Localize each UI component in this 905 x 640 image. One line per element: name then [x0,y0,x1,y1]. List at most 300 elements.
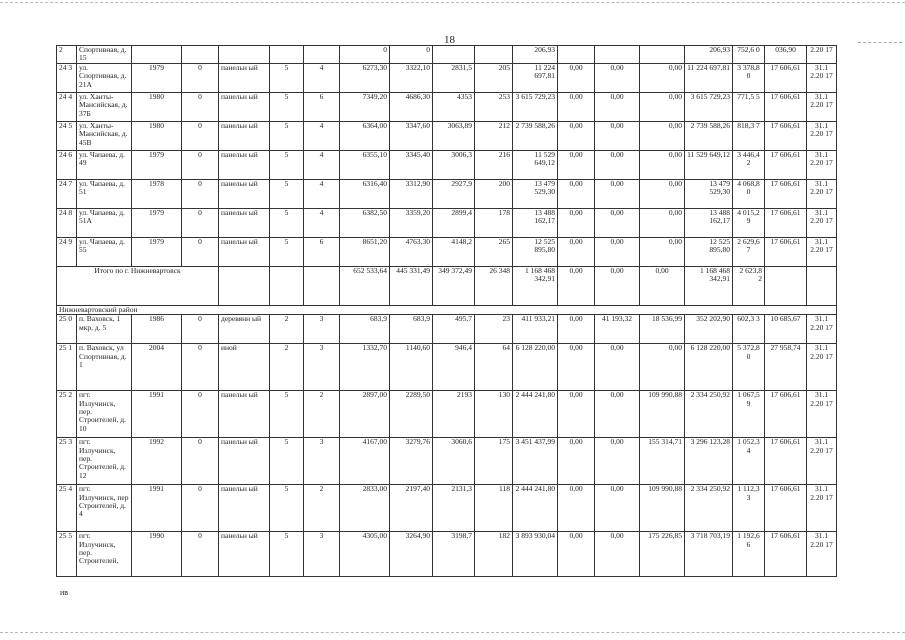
page-number: 18 [444,34,455,46]
cell-year: 1986 [132,315,182,344]
table-row [57,438,837,485]
cell-cost_total: 3 615 729,23 [513,92,558,121]
cell-c16: 17 606,61 [765,237,807,266]
cell-area_total: 2897,00 [340,391,390,438]
cell-entrances: 3 [304,315,340,344]
cell-c3: 0 [182,208,219,237]
cell-area_c8: 2193 [433,391,475,438]
cell-area_c7: 2197,40 [390,485,433,532]
cell-c3 [182,46,219,64]
cell-num: 24 3 [57,63,77,92]
cell-c3: 0 [182,391,219,438]
cell-material: панельн ый [219,237,270,266]
cell-c14: 2 739 588,26 [685,121,733,150]
cell-cost_total: 13 488 162,17 [513,208,558,237]
cell-area_c8: 3060,6 [433,438,475,485]
cell-material: панельн ый [219,485,270,532]
cell-floors: 5 [270,179,304,208]
cell-num: 25 1 [57,344,77,391]
cell-c11: 0,00 [558,344,595,391]
cell-c17: 31.1 2.20 17 [807,150,837,179]
cell-material: панельн ый [219,150,270,179]
cell-num: 2 [57,46,77,64]
cell-c15: 4 015,2 9 [733,208,765,237]
cell-c16: 17 606,61 [765,438,807,485]
section-row [57,305,837,314]
cell-residents: 118 [475,485,513,532]
cell-cost_total: 3 893 930,04 [513,532,558,577]
cell-c16: 17 606,61 [765,150,807,179]
cell-area_c8: 946,4 [433,344,475,391]
cell-c17: 31.1 2.20 17 [807,532,837,577]
totals-row [57,266,837,305]
cell-c17: 31.1 2.20 17 [807,237,837,266]
cell-c15: 1 192,6 6 [733,532,765,577]
cell-material: панельн ый [219,208,270,237]
cell-area_total: 7349,20 [340,92,390,121]
cell-c3: 0 [182,315,219,344]
totals-cell-residents: 26 348 [475,266,513,305]
cell-year: 1978 [132,179,182,208]
cell-residents: 23 [475,315,513,344]
cell-year: 1991 [132,391,182,438]
cell-c13: 0,00 [640,344,685,391]
cell-c15: 3 378,8 0 [733,63,765,92]
cell-year: 1980 [132,92,182,121]
cell-c16: 17 606,61 [765,485,807,532]
cell-area_c7: 2289,50 [390,391,433,438]
cell-c11 [558,46,595,64]
cell-year: 1979 [132,208,182,237]
cell-material [219,46,270,64]
cell-c15: 3 446,4 2 [733,150,765,179]
scan-bottom-edge [0,632,905,633]
cell-area_c7: 3359,20 [390,208,433,237]
cell-address: п. Ваховск, ул Спортивная, д. 1 [77,344,132,391]
cell-entrances: 4 [304,121,340,150]
cell-year: 1992 [132,438,182,485]
section-title: Нижневартовский район [57,305,837,314]
cell-cost_total: 206,93 [513,46,558,64]
cell-c13: 0,00 [640,237,685,266]
cell-cost_total: 3 451 437,99 [513,438,558,485]
cell-cost_total: 11 529 649,12 [513,150,558,179]
cell-floors: 5 [270,438,304,485]
table-row [57,485,837,532]
cell-c14: 3 718 703,19 [685,532,733,577]
cell-address: п. Ваховск, 1 мкр, д. 5 [77,315,132,344]
cell-c11: 0,00 [558,315,595,344]
table-row [57,150,837,179]
cell-cost_total: 2 444 241,80 [513,391,558,438]
cell-c12: 0,00 [595,438,640,485]
cell-residents: 205 [475,63,513,92]
housing-register-table [56,45,837,577]
cell-c16: 17 606,61 [765,208,807,237]
totals-cell-cost_total: 1 168 468 342,91 [513,266,558,305]
cell-c15: 2 629,6 7 [733,237,765,266]
cell-floors: 5 [270,208,304,237]
cell-area_c8: 2927,9 [433,179,475,208]
cell-year: 1979 [132,237,182,266]
cell-c14: 3 615 729,23 [685,92,733,121]
cell-c14: 2 334 250,92 [685,391,733,438]
cell-c11: 0,00 [558,63,595,92]
cell-entrances [304,46,340,64]
cell-c13: 155 314,71 [640,438,685,485]
cell-c11: 0,00 [558,150,595,179]
cell-floors: 5 [270,485,304,532]
cell-area_total: 6355,10 [340,150,390,179]
table-row [57,315,837,344]
cell-entrances: 2 [304,485,340,532]
cell-c3: 0 [182,532,219,577]
cell-area_c7: 3322,10 [390,63,433,92]
cell-entrances: 4 [304,208,340,237]
cell-residents: 182 [475,532,513,577]
cell-cost_total: 11 224 697,81 [513,63,558,92]
cell-entrances: 3 [304,532,340,577]
cell-area_c8: 3198,7 [433,532,475,577]
cell-address: ул. Ханты-Мансийская, д. 37Б [77,92,132,121]
cell-residents: 200 [475,179,513,208]
table-row [57,179,837,208]
cell-material: панельн ый [219,92,270,121]
cell-num: 25 2 [57,391,77,438]
totals-cell-area_c8: 349 372,49 [433,266,475,305]
cell-c16: 10 685,67 [765,315,807,344]
cell-c13: 0,00 [640,63,685,92]
cell-num: 24 5 [57,121,77,150]
cell-c12: 41 193,32 [595,315,640,344]
cell-c17: 31.1 2.20 17 [807,315,837,344]
cell-area_c8 [433,46,475,64]
scan-top-edge [0,2,905,3]
cell-residents: 130 [475,391,513,438]
cell-entrances: 6 [304,92,340,121]
cell-c14: 12 525 895,80 [685,237,733,266]
cell-residents: 253 [475,92,513,121]
cell-c12: 0,00 [595,391,640,438]
cell-c16: 17 606,61 [765,92,807,121]
cell-c14: 206,93 [685,46,733,64]
table-row [57,237,837,266]
cell-c17: 31.1 2.20 17 [807,121,837,150]
cell-c17: 31.1 2.20 17 [807,344,837,391]
cell-residents: 178 [475,208,513,237]
cell-c14: 352 202,90 [685,315,733,344]
cell-area_c8: 4148,2 [433,237,475,266]
cell-num: 24 8 [57,208,77,237]
table-row [57,344,837,391]
cell-entrances: 3 [304,438,340,485]
totals-cell-c15: 2 623,8 2 [733,266,765,305]
cell-c13: 18 536,99 [640,315,685,344]
cell-cost_total: 12 525 895,80 [513,237,558,266]
cell-c3: 0 [182,438,219,485]
cell-area_c7: 3347,60 [390,121,433,150]
cell-floors: 5 [270,63,304,92]
cell-c12: 0,00 [595,485,640,532]
cell-area_total: 683,9 [340,315,390,344]
cell-c13: 109 990,88 [640,485,685,532]
cell-area_total: 6273,30 [340,63,390,92]
cell-c13: 175 226,85 [640,532,685,577]
cell-c15: 4 068,8 0 [733,179,765,208]
cell-floors [270,46,304,64]
cell-c11: 0,00 [558,237,595,266]
cell-area_total: 4305,00 [340,532,390,577]
cell-cost_total: 2 444 241,80 [513,485,558,532]
cell-c17: 31.1 2.20 17 [807,485,837,532]
cell-address: ул. Чапаева, д. 51 [77,179,132,208]
cell-address: пгт. Излучинск, пер. Строителей, д. 12 [77,438,132,485]
cell-area_total: 6316,40 [340,179,390,208]
cell-c12: 0,00 [595,344,640,391]
cell-area_c8: 4353 [433,92,475,121]
cell-c12: 0,00 [595,179,640,208]
cell-cost_total: 2 739 588,26 [513,121,558,150]
cell-area_c8: 3006,3 [433,150,475,179]
cell-c12: 0,00 [595,532,640,577]
cell-residents: 216 [475,150,513,179]
table-row [57,63,837,92]
cell-address: Спортивная, д. 15 [77,46,132,64]
cell-num: 25 4 [57,485,77,532]
cell-area_c7: 3264,90 [390,532,433,577]
cell-num: 25 5 [57,532,77,577]
cell-c17: 31.1 2.20 17 [807,438,837,485]
totals-cell-c13: 0,00 [640,266,685,305]
totals-cell-c12: 0,00 [595,266,640,305]
cell-c14: 13 479 529,30 [685,179,733,208]
cell-c16: 17 606,61 [765,532,807,577]
cell-address: пгт. Излучинск, пер. Строителей, [77,532,132,577]
totals-cell-area_total: 652 533,64 [340,266,390,305]
cell-c16: 17 606,61 [765,63,807,92]
cell-material: панельн ый [219,391,270,438]
cell-c11: 0,00 [558,532,595,577]
cell-c14: 6 128 220,00 [685,344,733,391]
cell-area_total: 8651,20 [340,237,390,266]
totals-cell-c14: 1 168 468 342,91 [685,266,733,305]
empty-cell [270,266,304,305]
totals-cell-area_c7: 445 331,49 [390,266,433,305]
cell-area_c7: 683,9 [390,315,433,344]
table-row [57,208,837,237]
cell-area_total: 6364,00 [340,121,390,150]
cell-c11: 0,00 [558,208,595,237]
cell-year: 2004 [132,344,182,391]
cell-floors: 2 [270,315,304,344]
cell-c15: 5 372,8 0 [733,344,765,391]
cell-c13: 0,00 [640,92,685,121]
cell-c3: 0 [182,344,219,391]
cell-entrances: 6 [304,237,340,266]
cell-entrances: 4 [304,150,340,179]
cell-area_total: 2833,00 [340,485,390,532]
cell-c13: 0,00 [640,150,685,179]
cell-c14: 2 334 250,92 [685,485,733,532]
cell-c3: 0 [182,179,219,208]
cell-c11: 0,00 [558,391,595,438]
cell-address: ул. Чапаева, д. 51А [77,208,132,237]
totals-cell-c17 [807,266,837,305]
empty-cell [219,266,270,305]
table-row [57,92,837,121]
cell-area_c8: 495,7 [433,315,475,344]
cell-material: панельн ый [219,121,270,150]
cell-c16: 036,90 [765,46,807,64]
cell-c15: 1 052,3 4 [733,438,765,485]
cell-address: ул. Чапаева, д. 55 [77,237,132,266]
cell-floors: 5 [270,150,304,179]
cell-address: ул. Ханты-Мансийская, д. 45В [77,121,132,150]
cell-area_c7: 3312,90 [390,179,433,208]
cell-year: 1979 [132,150,182,179]
cell-residents [475,46,513,64]
cell-entrances: 4 [304,179,340,208]
cell-c13: 0,00 [640,121,685,150]
cell-c11: 0,00 [558,92,595,121]
cell-num: 25 0 [57,315,77,344]
cell-c14: 11 224 697,81 [685,63,733,92]
cell-c13: 0,00 [640,208,685,237]
cell-floors: 5 [270,391,304,438]
table-row [57,391,837,438]
empty-cell [304,266,340,305]
cell-c17: 31.1 2.20 17 [807,92,837,121]
cell-address: пгт. Излучинск, пер Строителей, д. 4 [77,485,132,532]
table-row [57,532,837,577]
cell-area_c7: 3279,76 [390,438,433,485]
table-row [57,46,837,64]
cell-c17: 31.1 2.20 17 [807,63,837,92]
cell-c12: 0,00 [595,237,640,266]
cell-year: 1979 [132,63,182,92]
cell-c11: 0,00 [558,485,595,532]
table-row [57,121,837,150]
cell-material: панельн ый [219,179,270,208]
cell-c15: 602,3 3 [733,315,765,344]
cell-entrances: 4 [304,63,340,92]
cell-c12 [595,46,640,64]
cell-area_total: 6382,50 [340,208,390,237]
cell-residents: 175 [475,438,513,485]
cell-residents: 212 [475,121,513,150]
cell-c13 [640,46,685,64]
cell-material: панельн ый [219,438,270,485]
cell-area_c7: 4686,30 [390,92,433,121]
cell-c16: 17 606,61 [765,121,807,150]
cell-floors: 5 [270,532,304,577]
cell-c13: 109 990,88 [640,391,685,438]
cell-floors: 5 [270,92,304,121]
cell-address: ул. Спортивная, д. 21А [77,63,132,92]
cell-c17: 31.1 2.20 17 [807,391,837,438]
cell-c3: 0 [182,237,219,266]
cell-num: 24 4 [57,92,77,121]
cell-residents: 64 [475,344,513,391]
cell-area_c7: 4763,30 [390,237,433,266]
cell-cost_total: 411 933,21 [513,315,558,344]
cell-c12: 0,00 [595,208,640,237]
cell-address: ул. Чапаева, д. 49 [77,150,132,179]
cell-entrances: 3 [304,344,340,391]
cell-c17: 31.1 2.20 17 [807,208,837,237]
cell-year: 1991 [132,485,182,532]
cell-cost_total: 6 128 220,00 [513,344,558,391]
cell-area_c8: 2899,4 [433,208,475,237]
cell-c3: 0 [182,63,219,92]
cell-c14: 3 296 123,28 [685,438,733,485]
cell-c14: 13 488 162,17 [685,208,733,237]
cell-material: панельн ый [219,63,270,92]
cell-material: панельн ый [219,532,270,577]
cell-c11: 0,00 [558,438,595,485]
cell-residents: 265 [475,237,513,266]
cell-year: 1990 [132,532,182,577]
cell-year [132,46,182,64]
cell-area_total: 0 [340,46,390,64]
cell-c16: 27 958,74 [765,344,807,391]
cell-c15: 752,6 0 [733,46,765,64]
cell-material: деревянн ый [219,315,270,344]
cell-c12: 0,00 [595,121,640,150]
cell-area_c8: 2831,5 [433,63,475,92]
cell-area_c7: 0 [390,46,433,64]
cell-c3: 0 [182,92,219,121]
cell-c13: 0,00 [640,179,685,208]
totals-label: Итого по г. Нижневартовск [57,266,219,305]
scan-right-edge-mark [858,42,902,43]
cell-c3: 0 [182,150,219,179]
cell-floors: 5 [270,237,304,266]
cell-num: 24 9 [57,237,77,266]
cell-c12: 0,00 [595,63,640,92]
cell-area_c8: 3063,89 [433,121,475,150]
cell-num: 24 6 [57,150,77,179]
cell-c15: 771,5 5 [733,92,765,121]
cell-c12: 0,00 [595,150,640,179]
cell-area_c7: 1140,60 [390,344,433,391]
cell-area_total: 4167,00 [340,438,390,485]
cell-c11: 0,00 [558,121,595,150]
cell-c3: 0 [182,485,219,532]
cell-num: 25 3 [57,438,77,485]
cell-c16: 17 606,61 [765,179,807,208]
cell-c16: 17 606,61 [765,391,807,438]
cell-c12: 0,00 [595,92,640,121]
cell-entrances: 2 [304,391,340,438]
cell-c15: 1 112,3 3 [733,485,765,532]
totals-cell-c16 [765,266,807,305]
cell-area_c7: 3345,40 [390,150,433,179]
footer-mark: ив [60,588,69,597]
cell-num: 24 7 [57,179,77,208]
cell-address: пгт. Излучинск, пер. Строителей, д. 10 [77,391,132,438]
cell-year: 1980 [132,121,182,150]
cell-cost_total: 13 479 529,30 [513,179,558,208]
cell-floors: 2 [270,344,304,391]
cell-c17: 2.20 17 [807,46,837,64]
cell-c17: 31.1 2.20 17 [807,179,837,208]
totals-cell-c11: 0,00 [558,266,595,305]
cell-c11: 0,00 [558,179,595,208]
cell-c14: 11 529 649,12 [685,150,733,179]
cell-material: иной [219,344,270,391]
cell-c15: 1 067,5 9 [733,391,765,438]
